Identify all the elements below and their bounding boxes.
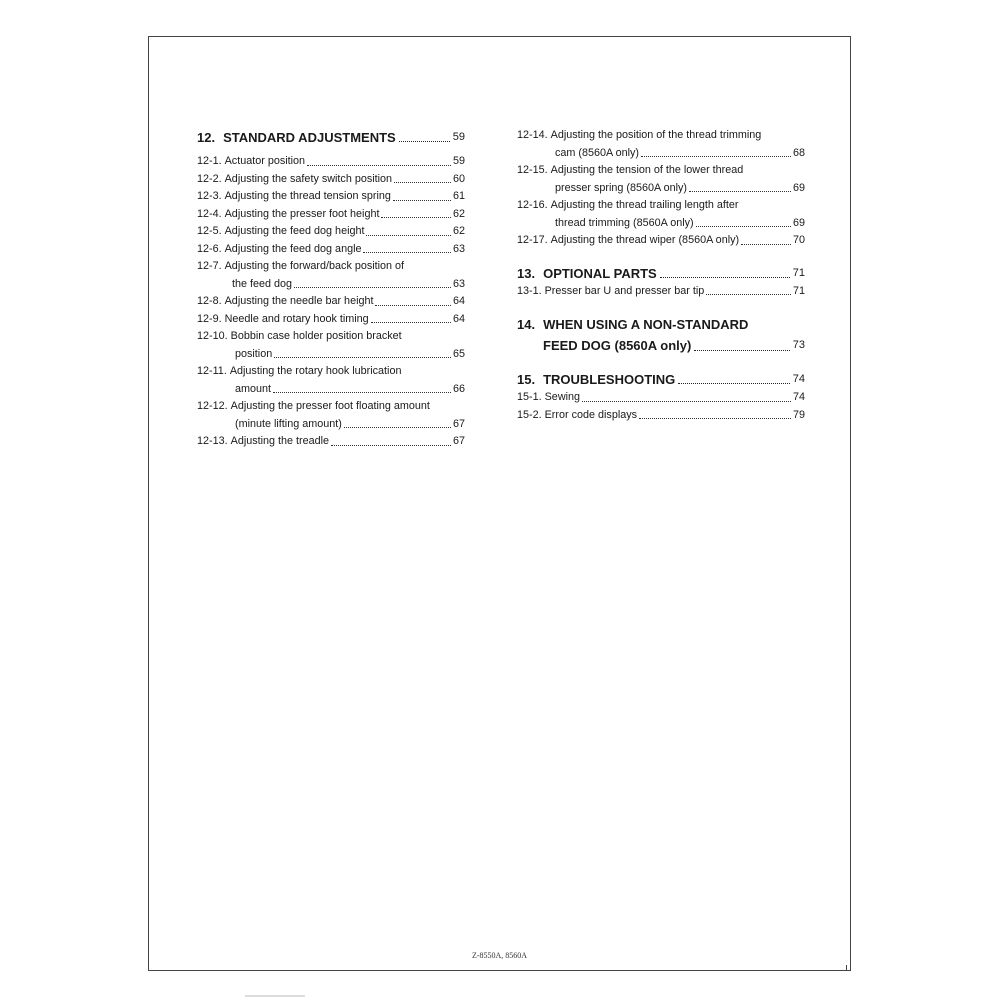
page-number: 79 — [792, 408, 805, 421]
entry-title: Adjusting the feed dog angle — [224, 242, 362, 255]
entry-number: 12-5. — [197, 225, 222, 237]
entry-title: Adjusting the feed dog height — [224, 225, 365, 237]
entry-title: Bobbin case holder position bracket — [230, 330, 402, 342]
entry-title-continued: cam (8560A only) — [555, 146, 640, 159]
leader-dots — [696, 226, 791, 227]
toc-right-column — [517, 127, 805, 424]
section-title: OPTIONAL PARTS — [543, 265, 657, 281]
section-number: 15. — [517, 372, 536, 387]
leader-dots — [294, 287, 451, 288]
leader-dots — [344, 427, 451, 428]
entry-number: 12-1. — [197, 155, 222, 167]
page-number: 69 — [792, 181, 805, 194]
page-number: 59 — [452, 131, 465, 143]
entry-title: Adjusting the needle bar height — [224, 295, 374, 307]
entry-title: Presser bar U and presser bar tip — [544, 284, 705, 297]
entry-title: Error code displays — [544, 408, 638, 421]
toc-entry-12-4[interactable] — [197, 206, 465, 224]
leader-dots — [331, 445, 451, 446]
page-number: 67 — [452, 417, 465, 430]
page-number: 74 — [792, 391, 805, 403]
section-title: STANDARD ADJUSTMENTS — [223, 130, 396, 145]
page-number: 74 — [792, 373, 805, 385]
page-number: 62 — [452, 207, 465, 220]
entry-number: 12-15. — [517, 164, 548, 176]
entry-number: 12-8. — [197, 295, 222, 307]
section-number: 14. — [517, 317, 536, 332]
page-number: 73 — [792, 339, 805, 351]
entry-number: 12-9. — [197, 312, 222, 325]
leader-dots — [678, 383, 790, 384]
entry-title: Adjusting the rotary hook lubrication — [229, 365, 402, 377]
leader-dots — [641, 156, 791, 157]
entry-number: 12-11. — [197, 365, 227, 377]
toc-entry-12-13[interactable] — [197, 433, 465, 451]
entry-title-continued: position — [235, 347, 273, 360]
entry-number: 13-1. — [517, 284, 542, 297]
section-title: WHEN USING A NON-STANDARD — [543, 317, 749, 332]
entry-number: 12-17. — [517, 234, 548, 246]
leader-dots — [273, 392, 451, 393]
toc-entry-12-1[interactable] — [197, 153, 465, 171]
entry-title: Adjusting the presser foot height — [224, 207, 380, 220]
toc-entry-12-17[interactable] — [517, 232, 805, 250]
toc-entry-12-2[interactable] — [197, 171, 465, 189]
page-number: 71 — [792, 266, 805, 279]
leader-dots — [366, 235, 451, 236]
entry-number: 12-3. — [197, 190, 222, 202]
entry-number: 12-13. — [197, 435, 228, 447]
page-number: 71 — [792, 284, 805, 297]
toc-entry-12-3[interactable] — [197, 188, 465, 206]
toc-entry-12-8[interactable] — [197, 293, 465, 311]
toc-entry-12-6[interactable] — [197, 241, 465, 259]
leader-dots — [399, 141, 450, 142]
entry-title-continued: thread trimming (8560A only) — [555, 216, 694, 229]
page-number: 63 — [452, 277, 465, 290]
page-number: 69 — [792, 216, 805, 229]
entry-title: Adjusting the tension of the lower thread — [550, 164, 744, 176]
section-title: TROUBLESHOOTING — [543, 372, 676, 387]
toc-section-13[interactable] — [517, 264, 805, 283]
leader-dots — [582, 401, 791, 402]
page-number: 64 — [452, 295, 465, 307]
toc-section-15[interactable] — [517, 370, 805, 389]
page-footer: Z-8550A, 8560A — [471, 951, 528, 960]
leader-dots — [274, 357, 451, 358]
toc-entry-12-7[interactable] — [197, 258, 465, 293]
entry-title-continued: presser spring (8560A only) — [555, 181, 688, 194]
leader-dots — [363, 252, 451, 253]
toc-entry-13-1[interactable] — [517, 283, 805, 301]
page-number: 70 — [792, 234, 805, 246]
leader-dots — [375, 305, 451, 306]
page-number: 62 — [452, 225, 465, 237]
section-title-continued: FEED DOG (8560A only) — [543, 338, 692, 353]
entry-title: Adjusting the position of the thread trimming — [550, 129, 762, 141]
entry-number: 12-7. — [197, 260, 222, 272]
leader-dots — [660, 277, 790, 278]
entry-number: 12-16. — [517, 199, 548, 211]
toc-entry-12-10[interactable] — [197, 328, 465, 363]
leader-dots — [394, 182, 451, 183]
entry-title-continued: amount — [235, 382, 272, 395]
section-number: 12. — [197, 130, 216, 145]
toc-entry-12-14[interactable] — [517, 127, 805, 162]
entry-title: Adjusting the forward/back position of — [224, 260, 405, 272]
page-number: 66 — [452, 382, 465, 395]
entry-title: Adjusting the presser foot floating amount — [230, 400, 430, 412]
scan-artifact — [245, 995, 305, 997]
leader-dots — [639, 418, 791, 419]
leader-dots — [381, 217, 451, 218]
document-page — [148, 36, 851, 971]
entry-title: Sewing — [544, 391, 581, 403]
toc-left-column — [197, 128, 465, 451]
toc-entry-12-12[interactable] — [197, 398, 465, 433]
toc-entry-12-15[interactable] — [517, 162, 805, 197]
toc-entry-12-5[interactable] — [197, 223, 465, 241]
toc-section-12[interactable] — [197, 128, 465, 147]
page-number: 59 — [452, 155, 465, 167]
leader-dots — [371, 322, 451, 323]
page-number: 65 — [452, 347, 465, 360]
entry-title: Adjusting the thread trailing length after — [550, 199, 739, 211]
entry-number: 15-2. — [517, 408, 542, 421]
toc-entry-12-11[interactable] — [197, 363, 465, 398]
page-number: 67 — [452, 435, 465, 447]
entry-title: Adjusting the treadle — [230, 435, 330, 447]
entry-number: 12-12. — [197, 400, 228, 412]
toc-entry-15-1[interactable] — [517, 389, 805, 407]
entry-number: 12-2. — [197, 172, 222, 185]
entry-number: 12-10. — [197, 330, 228, 342]
toc-entry-12-16[interactable] — [517, 197, 805, 232]
entry-number: 12-14. — [517, 129, 548, 141]
page-number: 60 — [452, 172, 465, 185]
page-number: 68 — [792, 146, 805, 159]
leader-dots — [706, 294, 791, 295]
entry-title: Actuator position — [224, 155, 306, 167]
entry-title: Needle and rotary hook timing — [224, 312, 369, 325]
entry-title-continued: (minute lifting amount) — [235, 417, 342, 430]
entry-number: 15-1. — [517, 391, 542, 403]
leader-dots — [307, 165, 451, 166]
leader-dots — [393, 200, 451, 201]
toc-entry-15-2[interactable] — [517, 407, 805, 425]
leader-dots — [741, 244, 791, 245]
leader-dots — [694, 350, 789, 351]
page-number: 63 — [452, 242, 465, 255]
entry-number: 12-6. — [197, 242, 222, 255]
toc-section-14[interactable] — [517, 314, 805, 356]
page-number: 61 — [452, 190, 465, 202]
entry-title: Adjusting the safety switch position — [224, 172, 393, 185]
page-number: 64 — [452, 312, 465, 325]
entry-title: Adjusting the thread wiper (8560A only) — [550, 234, 740, 246]
leader-dots — [689, 191, 791, 192]
section-number: 13. — [517, 265, 536, 281]
crop-mark — [846, 965, 847, 971]
entry-number: 12-4. — [197, 207, 222, 220]
toc-entry-12-9[interactable] — [197, 311, 465, 329]
entry-title: Adjusting the thread tension spring — [224, 190, 391, 202]
entry-title-continued: the feed dog — [232, 277, 293, 290]
